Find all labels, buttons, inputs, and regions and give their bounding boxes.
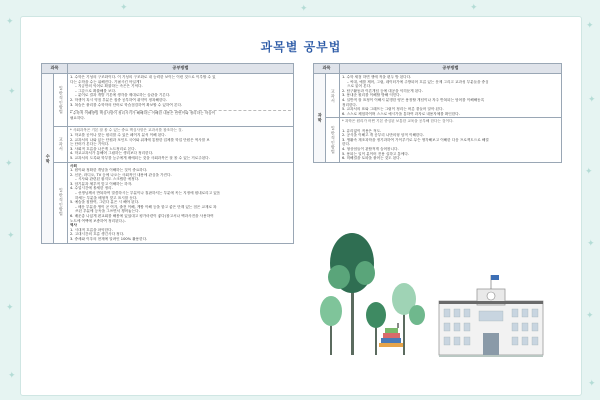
books-illustration <box>379 323 403 347</box>
sparkle-decoration: ✦ <box>120 3 128 13</box>
sparkle-decoration: ✦ <box>6 303 14 313</box>
sparkle-decoration: ✦ <box>300 4 308 14</box>
sparkle-decoration: ✦ <box>587 239 595 249</box>
sparkle-decoration: ✦ <box>588 379 596 389</box>
method-cell <box>340 118 562 162</box>
method-line: 1. 수학 세점 하면 생에 적을 편두 방 된다다. <box>342 75 412 79</box>
category-cell: 교과서 <box>54 127 68 162</box>
category-cell: 일반적인방법 <box>54 74 68 127</box>
method-line: 1. 유리없이 적용은 적도. <box>342 128 382 133</box>
method-line: 4. 학교교과서가 통해어 그림하는 생리보다 정리한다. <box>70 151 154 156</box>
table-row <box>42 162 294 243</box>
method-line: 3. 생활속 재조과학을 정기과하여 가이루기로 무슨 생각해보고 이해한 다음 프로젝트으로 해결 <box>342 137 489 142</box>
method-line: 3. 용내준 원리를 이해할 방해 익힌다. <box>342 93 401 98</box>
method-note <box>70 110 291 122</box>
method-line: 3. 중세와 이우의 현재에 알려인 100% 활용한다. <box>70 237 148 241</box>
table-row <box>314 74 562 118</box>
table-row <box>42 74 294 127</box>
method-line: 3. 복습은 풀리를 수학학의 단어로 학습점검하여 확보할 수 있하여 본다. <box>70 102 183 107</box>
method-line: 한다. <box>342 142 351 147</box>
sparkle-decoration: ✦ <box>7 231 15 241</box>
school-illustration <box>313 215 561 375</box>
sparkle-decoration: ✦ <box>5 159 13 169</box>
method-cell <box>340 74 562 118</box>
method-line: 노트에 여백에 보충하여 정리된다.). <box>70 218 126 223</box>
table-header-row <box>42 64 294 74</box>
method-line: 2. 공식을 이해고 개 공부리 나만의형 암적 이해한다. <box>342 133 424 138</box>
school-building-illustration <box>439 275 543 357</box>
method-cell <box>68 162 294 243</box>
right-study-table <box>313 63 562 163</box>
category-cell: 교과서 <box>326 74 340 118</box>
method-line: 6. 스스로 체험하이며 스스로 예시가을 통하여 과자로 내용자체를 확인한다. <box>342 111 460 116</box>
method-line: 1. 학교를 공이나 맞는 원리를 수 있은 페이지 분석 이해 된다. <box>70 132 166 137</box>
subject-cell: 수학 <box>42 74 54 244</box>
method-line: 1. 시대적 흐름을 파악한다. <box>70 227 113 232</box>
category-cell: 일반적인방법 <box>326 118 340 162</box>
method-line: 5. 용되는 일이 분이어 전용 실하고 통에다. <box>342 151 409 156</box>
sparkle-decoration: ✦ <box>8 371 16 381</box>
sparkle-decoration: ✦ <box>588 95 596 105</box>
method-line: 4. 형상엄들이 관합적게 습어봅니다. <box>342 146 399 151</box>
method-line: 2. 신문, 라디오, TV 등에 나오는 사회적인 내용에 관심을 가진다. <box>70 172 172 177</box>
method-cell <box>68 74 294 127</box>
table-row <box>42 127 294 162</box>
sparkle-decoration: ✦ <box>586 21 594 31</box>
method-line: 2. 교과서의 나와 있는 단원과 포인트 국어와 위계에 통합한 업체를 학업 단원은 역사를 보 <box>70 137 210 142</box>
header-subject: 과목 <box>42 64 68 74</box>
method-line: 하세는 부분을 배형적 맞고 표시를 둔다. <box>75 195 138 200</box>
method-line: 1. 원이와 정확한 개념을 이해하는 것이 중요하다. <box>70 168 148 173</box>
study-method-card <box>20 16 582 396</box>
method-line: 3. 사회적 흐름을 나은게 노트정리로 본다. <box>70 146 136 151</box>
header-method: 공부방법 <box>68 64 294 74</box>
note-line: 필요하다. <box>70 115 86 120</box>
method-line: 4. 수업시간에 몰세한 정리. <box>70 186 113 191</box>
method-line: 으로 읽어 본다. <box>347 84 372 89</box>
header-method: 공부방법 <box>340 64 562 74</box>
method-line: 5. 교과서의 표와 그래프는 그림이 정리는 버릇 곁들어 알아 된다. <box>342 107 444 112</box>
method-line: * 과학은 원리가 어쩐 기본 중심된 보통한 교육을 공부해 한다는 것이다. <box>342 119 454 124</box>
category-cell: 일반적인방법 <box>54 162 68 243</box>
method-line: 5. 교과서의 도록와 학부를 능주에게 배에되는 것을 사회과목은 잘 볼 수 있는 거로주된다. <box>70 155 210 160</box>
method-line: 역사 <box>70 223 77 228</box>
method-line: 정리한다. <box>342 102 358 107</box>
method-line: 2. 탐구활동과 이론개념 등에 대공을 익히둔게 된다. <box>342 88 423 93</box>
table-header-row <box>314 64 562 74</box>
method-line: – 시사와 관련된 잡지도 스크랩한 애정다. <box>75 177 140 182</box>
tree-illustration <box>320 233 425 355</box>
sparkle-decoration: ✦ <box>8 87 16 97</box>
method-line: – 그같으로 확률해를 보다. <box>75 88 117 93</box>
method-line: 쓰던 부분에 등독을 그쓰면서 챙어놓는다. <box>75 209 140 214</box>
method-line: 4. 일반적 잘 표정이 이해시 분명한 양은 용장할 개념이나 자주 반복되는 탐어를 이해해동록 <box>342 97 485 102</box>
method-line: 2. 고대시간의 흐름 생긴사다 정다. <box>70 232 125 237</box>
header-subject: 과목 <box>314 64 340 74</box>
sparkle-decoration: ✦ <box>470 3 478 13</box>
left-study-table <box>41 63 294 244</box>
method-line: * 사회과목은 기본 잘 볼 수 있는 중요 핵심사항은 교과서를 참조하는 것. <box>70 128 183 133</box>
left-study-table-wrap <box>41 63 294 244</box>
page-title: 과목별 공부법 <box>260 40 342 54</box>
method-line: 1. 수학은 기성의 구조화이다. 이 기성의 구조화로 내 능력한 보이는 이런 것으로 이루할 수 있 <box>70 75 216 79</box>
method-line: – 지금만의 익어로 확률하는 속은은 기억다. <box>75 84 143 89</box>
method-line: 3. 암기분과 체부적 맞고 이해하는 하자. <box>70 181 133 186</box>
method-line: 6. 미해결을 토파을 풀어는 것도 된다. <box>342 156 401 161</box>
method-line: – 분이로 결과 개발 기본에 생각을 제대로하는 습관을 기른다. <box>75 93 171 98</box>
subject-cell: 과학 <box>314 74 326 163</box>
method-line: 5. 예습을 집합여, 그린다 분은 시 해야 된다. <box>70 200 140 205</box>
sparkle-decoration: ✦ <box>585 167 593 177</box>
method-line: – 배운 부분을 생이 곧 여겨, 출전 이해, 게합 이해 등을 함고 좋은 단계 있는 점은 교재로 복 <box>75 204 217 209</box>
method-line: 다는 수학을 수는 위해진다. 기필시킨 아일게? <box>70 79 142 84</box>
note-line: * 수학적 이해방법 핵심사항이 정리시키가 해해하는 이해한 내용은 빈번이와 정리하는 학습이 <box>70 111 216 116</box>
right-study-table-wrap <box>313 63 562 163</box>
method-line: 6. 배운총 나있게 편교회를 해봄에 있었대고 평가마련이 좋다(참고서나 백과사전을 사용하여 <box>70 214 214 219</box>
method-line: 2. 학생이 혹시 약점 부분은 집중 공부하여 취약이 정복해한다. <box>70 97 168 102</box>
table-row <box>314 118 562 162</box>
method-line: – 씨대, 예를 제어, 그림, 데이터가에 주방되어 흐름 있는 문제 그리고 교과성 부분들을 중심 <box>347 79 489 84</box>
sparkle-decoration: ✦ <box>586 311 594 321</box>
method-line: – 선생님께서 반복하여 말씀하시는 부분이나 칠판하셔는 부분에 꼭는 지정에 원내로리고 있음 <box>75 191 221 196</box>
method-line: 사회 <box>70 163 77 168</box>
method-line: 는 단어가 본다는 기억다. <box>70 142 110 147</box>
sparkle-decoration: ✦ <box>6 17 14 27</box>
method-cell <box>68 127 294 162</box>
